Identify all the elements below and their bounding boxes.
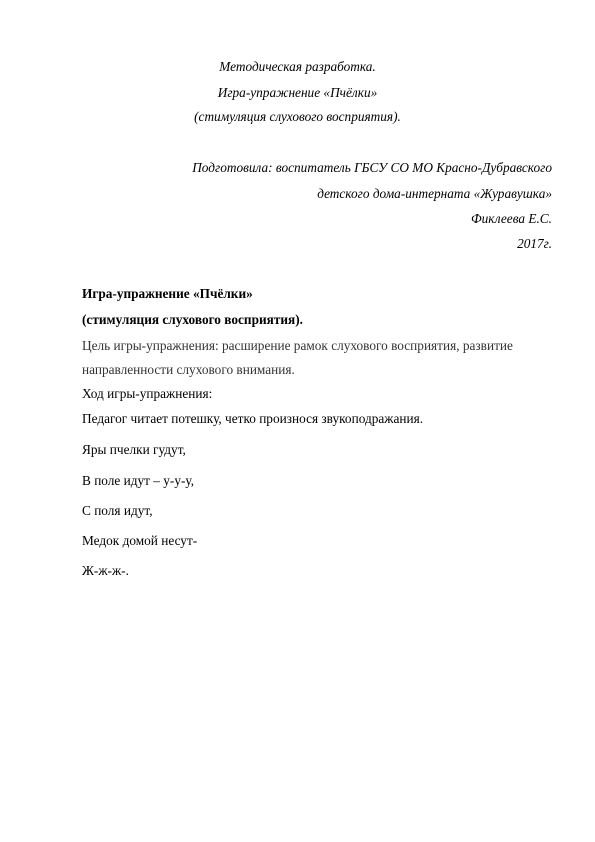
poem-line: С поля идут, <box>82 503 153 518</box>
goal-line-2: направленности слухового внимания. <box>82 362 295 377</box>
content-title: Игра-упражнение «Пчёлки» <box>82 286 253 301</box>
poem-line: В поле идут – у-у-у, <box>82 473 195 488</box>
instruction-text: Педагог читает потешку, четко произнося звукоподражания. <box>82 411 424 426</box>
poem-line: Ж-ж-ж-. <box>82 563 129 578</box>
goal-line-1: Цель игры-упражнения: расширение рамок слухового восприятия, развитие <box>82 338 513 353</box>
author-year: 2017г. <box>517 236 552 251</box>
progress-heading: Ход игры-упражнения: <box>82 386 213 401</box>
author-line-1: Подготовила: воспитатель ГБСУ СО МО Красно-Дубравского <box>192 160 552 175</box>
poem-line: Яры пчелки гудут, <box>82 442 186 457</box>
author-line-2: детского дома-интерната «Журавушка» <box>317 186 552 201</box>
content-subtitle: (стимуляция слухового восприятия). <box>82 312 303 327</box>
header-line-1: Методическая разработка. <box>219 59 376 74</box>
header-line-3: (стимуляция слухового восприятия). <box>194 109 401 124</box>
header-line-2: Игра-упражнение «Пчёлки» <box>217 85 378 100</box>
poem-line: Медок домой несут- <box>82 533 198 548</box>
author-name: Фиклеева Е.С. <box>470 211 552 226</box>
